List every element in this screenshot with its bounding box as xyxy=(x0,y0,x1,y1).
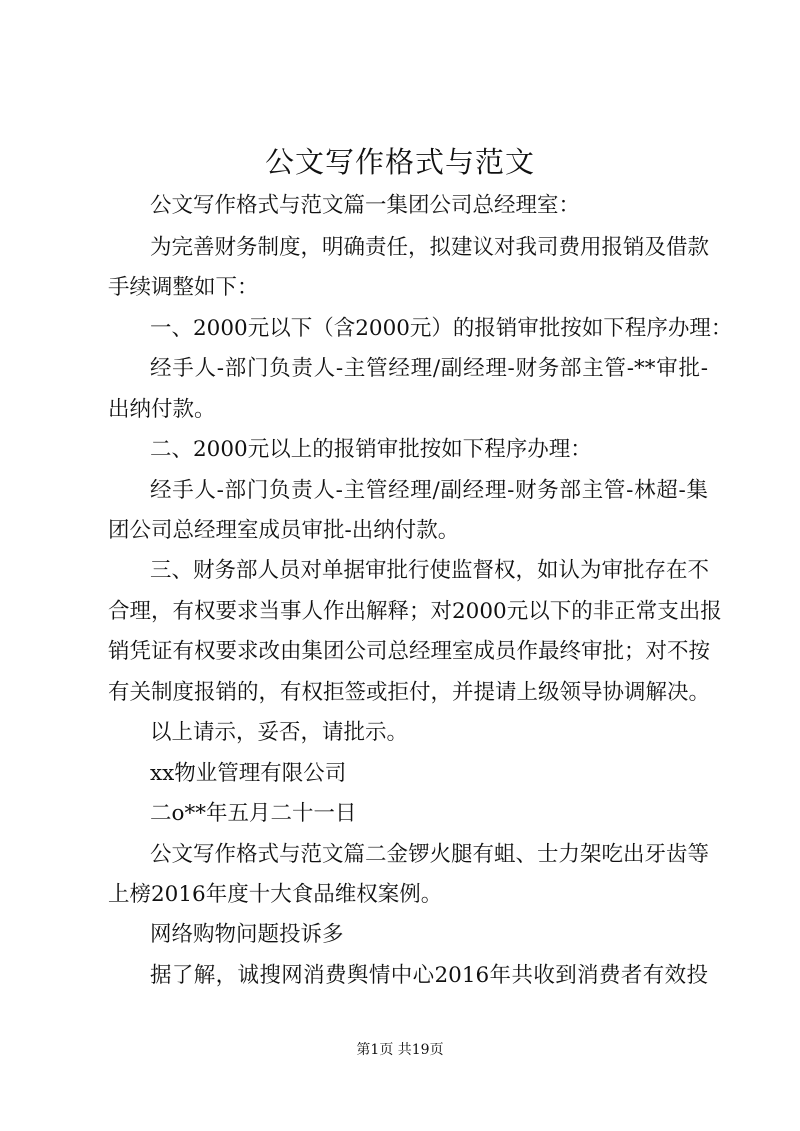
page-footer: 第1页 共19页 xyxy=(356,1042,444,1058)
paragraph-line-6: 出纳付款。 xyxy=(108,397,216,422)
paragraph-line-19: 网络购物问题投诉多 xyxy=(150,922,344,947)
paragraph-line-8: 经手人-部门负责人-主管经理/副经理-财务部主管-林超-集 xyxy=(150,478,708,503)
paragraph-line-20: 据了解，诚搜网消费舆情中心2016年共收到消费者有效投 xyxy=(150,963,708,988)
paragraph-line-14: 以上请示，妥否，请批示。 xyxy=(150,720,409,745)
paragraph-line-13: 有关制度报销的，有权拒签或拒付，并提请上级领导协调解决。 xyxy=(108,680,711,705)
paragraph-line-4: 一、2000元以下（含2000元）的报销审批按如下程序办理： xyxy=(150,316,733,341)
paragraph-line-12: 销凭证有权要求改由集团公司总经理室成员作最终审批；对不按 xyxy=(108,639,711,664)
paragraph-line-18: 上榜2016年度十大食品维权案例。 xyxy=(108,882,443,907)
paragraph-line-15: xx物业管理有限公司 xyxy=(150,761,347,786)
paragraph-line-1: 公文写作格式与范文篇一集团公司总经理室： xyxy=(150,193,581,218)
paragraph-line-10: 三、财务部人员对单据审批行使监督权，如认为审批存在不 xyxy=(150,558,710,583)
paragraph-line-7: 二、2000元以上的报销审批按如下程序办理： xyxy=(150,437,592,462)
paragraph-line-11: 合理，有权要求当事人作出解释；对2000元以下的非正常支出报 xyxy=(108,599,722,624)
paragraph-line-2: 为完善财务制度，明确责任，拟建议对我司费用报销及借款 xyxy=(150,235,710,260)
document-title: 公文写作格式与范文 xyxy=(264,145,535,179)
paragraph-line-5: 经手人-部门负责人-主管经理/副经理-财务部主管-**审批- xyxy=(150,356,708,381)
paragraph-line-9: 团公司总经理室成员审批-出纳付款。 xyxy=(108,518,460,543)
paragraph-line-17: 公文写作格式与范文篇二金锣火腿有蛆、士力架吃出牙齿等 xyxy=(150,842,710,867)
paragraph-line-16: 二o**年五月二十一日 xyxy=(150,801,357,826)
paragraph-line-3: 手续调整如下： xyxy=(108,275,259,300)
